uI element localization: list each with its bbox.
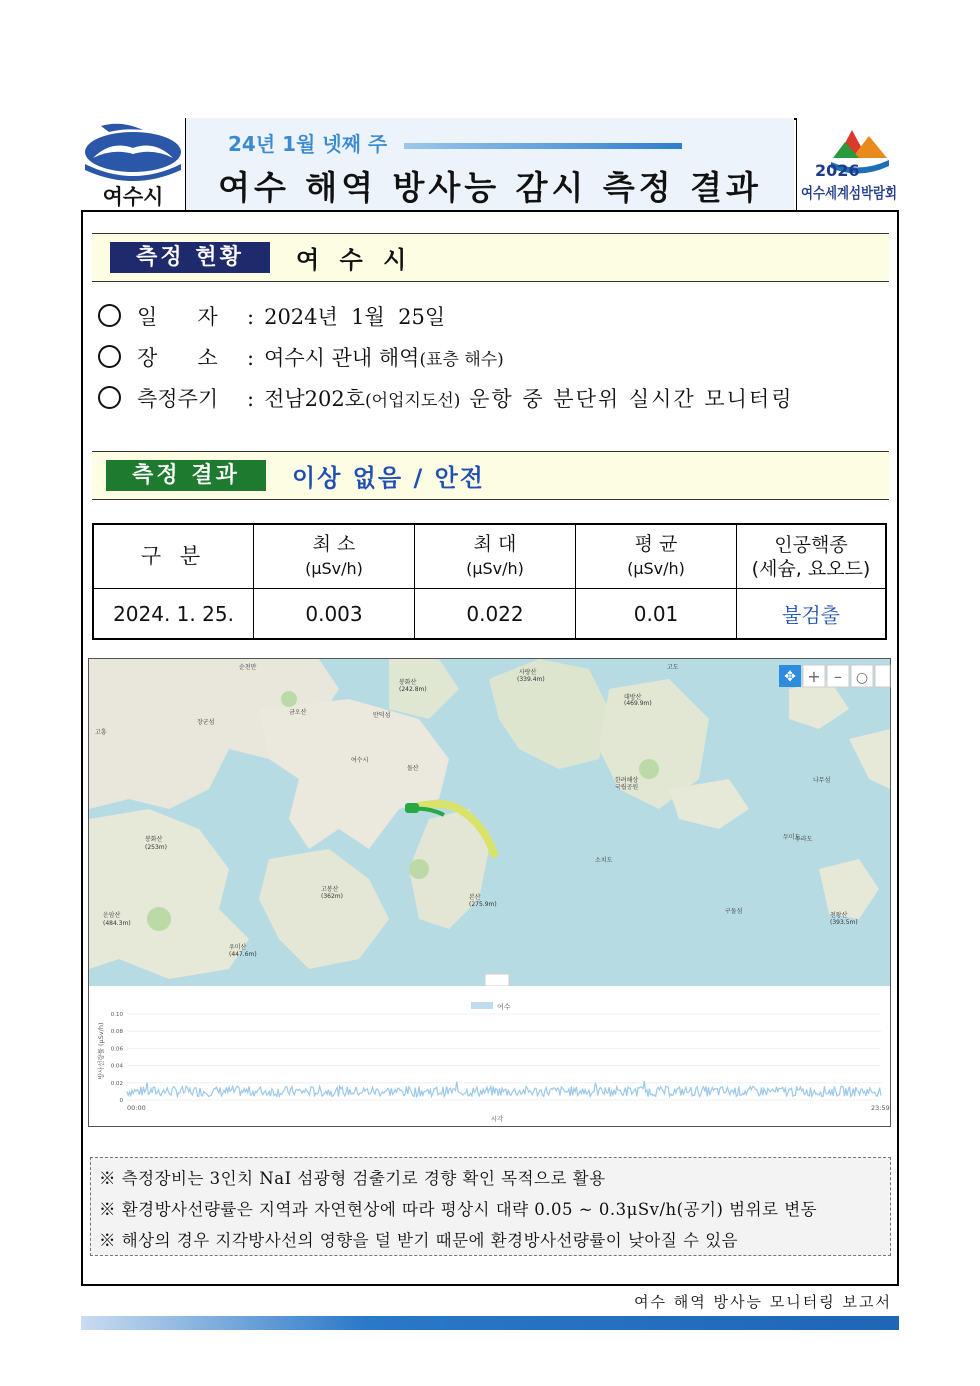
info-date: 일 자 : 2024년 1월 25일 [98,301,445,331]
map-label: (242.8m) [399,686,427,693]
export-icon[interactable] [875,665,890,687]
svg-text:○: ○ [855,670,869,686]
map-label: 천왕산 [830,912,848,919]
col-header-category: 구 분 [93,524,254,589]
bullet-circle-icon [98,345,121,368]
map-label: (253m) [145,844,167,851]
notes-box [90,1157,891,1256]
col-header-max: 최 대 (μSv/h) [415,524,576,589]
y-tick-label: 0.06 [110,1046,123,1053]
route-map[interactable] [88,658,891,987]
map-label: 대방산 [624,694,642,701]
map-label: (447.6m) [229,951,257,958]
map-label: 우미산 [229,944,247,951]
col-header-nuclide: 인공핵종 (세슘, 요오드) [737,524,887,589]
map-label: 봉화산 [399,679,417,686]
svg-text:–: – [834,667,842,686]
result-section-value: 이상 없음 / 안전 [292,464,485,492]
measure-vessel: 전남202호 [264,387,366,411]
note-3: ※ 해상의 경우 지각방사선의 영향을 덜 받기 때문에 환경방사선량률이 낮아질 수 있음 [99,1231,739,1250]
map-label: 순천만 [239,664,257,671]
cell-min: 0.003 [254,589,415,640]
dose-rate-chart [88,986,891,1127]
series-line [127,1081,881,1097]
y-tick-label: 0.04 [110,1063,123,1070]
subtitle-underline [404,143,682,149]
map-label: 한려해상 [615,777,639,784]
bullet-circle-icon [98,386,121,409]
report-period: 24년 1월 넷째 주 [228,132,388,156]
map-label: 금오산 [289,709,307,716]
y-tick-label: 0 [119,1098,123,1104]
map-label: 소치도 [595,857,613,864]
map-label: 국립공원 [615,784,639,791]
col-header-min: 최 소 (μSv/h) [254,524,415,589]
map-label: (393.5m) [830,919,858,926]
location-suffix: (표층 해수) [419,350,504,370]
cell-nuclide: 불검출 [737,589,887,640]
svg-text:여수시: 여수시 [102,185,164,209]
y-axis-label: 방사선량률 (μSv/h) [97,1022,105,1080]
map-label: 돌산 [407,765,419,772]
svg-text:2026: 2026 [815,161,860,180]
map-label: 장군섬 [197,719,215,726]
yeosu-city-logo [81,118,186,210]
result-table [92,523,887,640]
info-location: 장 소 : 여수시 관내 해역(표층 해수) [98,342,504,372]
table-row [93,589,886,640]
x-tick-end: 23:59 [871,1104,890,1112]
table-header-row [93,524,886,589]
map-label: 사랑산 [519,669,537,676]
result-section-bar [92,451,889,500]
footer-bar [81,1316,899,1330]
collapse-tab-icon[interactable] [485,974,509,986]
cell-date: 2024. 1. 25. [93,589,254,640]
map-label: (469.9m) [624,700,652,707]
legend-label: 여수 [497,1003,511,1011]
map-label: 만덕섬 [373,712,391,719]
measure-date: 2024년 1월 25일 [264,305,446,329]
measure-cycle: 운항 중 분단위 실시간 모니터링 [460,387,794,411]
cell-avg: 0.01 [576,589,737,640]
map-label: 고도 [667,664,679,671]
status-section-value: 여 수 시 [296,246,413,274]
map-label: 나무섬 [813,777,831,784]
note-1: ※ 측정장비는 3인치 NaI 섬광형 검출기로 경향 확인 목적으로 활용 [99,1169,606,1188]
measure-location: 여수시 관내 해역 [264,346,420,370]
note-2: ※ 환경방사선량률은 지역과 자연현상에 따라 평상시 대략 0.05 ~ 0.3μSv/h(공기) 범위로 변동 [99,1200,818,1219]
bullet-circle-icon [98,304,121,327]
map-label: 두라도 [795,836,813,843]
x-tick-start: 00:00 [127,1104,146,1112]
info-cycle: 측정주기 : 전남202호(어업지도선) 운항 중 분단위 실시간 모니터링 [98,383,794,413]
svg-text:✥: ✥ [784,669,796,685]
map-label: 고봉산 [321,886,339,893]
result-section-tag: 측정 결과 [106,460,266,491]
status-section-bar [92,233,889,282]
expo-logo [796,118,899,210]
y-tick-label: 0.08 [110,1029,123,1036]
x-axis-label: 시각 [490,1115,504,1123]
document-header [81,118,899,212]
y-tick-label: 0.02 [110,1080,123,1087]
footer-title: 여수 해역 방사능 모니터링 보고서 [634,1293,892,1311]
map-label: (339.4m) [517,676,545,683]
map-label: (484.3m) [103,920,131,927]
cell-max: 0.022 [415,589,576,640]
map-label: 두미도 [783,834,801,841]
map-label: 고흥 [95,729,107,736]
map-label: 구돌섬 [725,908,743,915]
svg-text:여수세계섬박람회: 여수세계섬박람회 [801,184,897,202]
map-label: 여수시 [351,757,369,764]
map-label: 봉화산 [145,836,163,843]
svg-text:+: + [807,667,821,686]
ship-icon [405,803,419,813]
map-label: (275.9m) [469,901,497,908]
col-header-avg: 평 균 (μSv/h) [576,524,737,589]
legend-swatch [471,1002,493,1009]
map-label: (362m) [321,893,343,900]
map-label: 본산 [469,894,481,901]
header-title-panel [186,118,794,210]
page-title: 여수 해역 방사능 감시 측정 결과 [218,168,762,207]
vessel-suffix: (어업지도선) [365,391,461,411]
status-section-tag: 측정 현황 [110,242,270,273]
y-tick-label: 0.10 [110,1012,123,1018]
map-label: 운암산 [103,912,121,919]
